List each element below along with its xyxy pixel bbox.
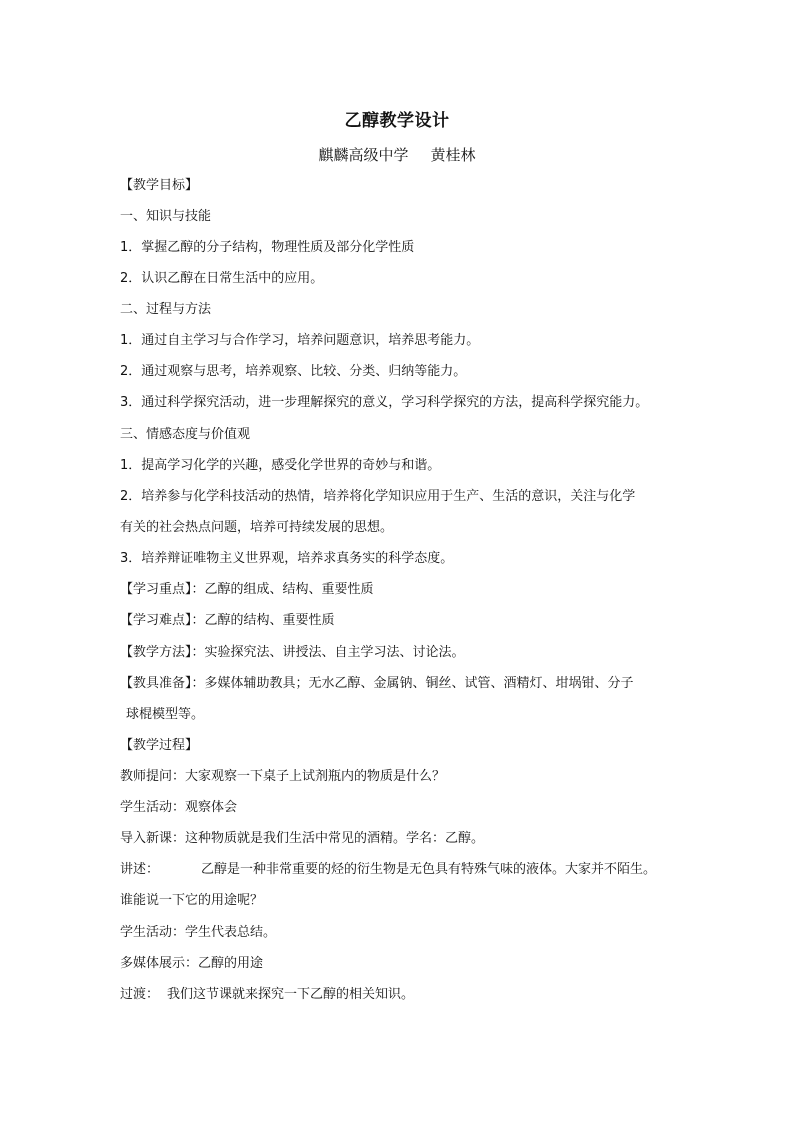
student-activity: 学生活动：观察体会 [120, 800, 238, 815]
lesson-intro: 导入新课：这种物质就是我们生活中常见的酒精。学名：乙醇。 [120, 831, 485, 846]
teacher-question-continuation: 谁能说一下它的用途呢？ [120, 893, 264, 908]
subheading-knowledge: 一、知识与技能 [120, 209, 212, 224]
list-item: 2．通过观察与思考，培养观察、比较、分类、归纳等能力。 [120, 364, 467, 379]
list-item: 1．通过自主学习与合作学习，培养问题意识，培养思考能力。 [120, 333, 480, 348]
subheading-attitude: 三、情感态度与价值观 [120, 427, 251, 442]
list-item-continuation: 有关的社会热点问题，培养可持续发展的思想。 [120, 520, 394, 535]
list-item: 3．通过科学探究活动，进一步理解探究的意义，学习科学探究的方法，提高科学探究能力。 [120, 395, 649, 410]
list-item: 2．培养参与化学科技活动的热情，培养将化学知识应用于生产、生活的意识，关注与化学 [120, 489, 636, 504]
transition-text: 我们这节课就来探究一下乙醇的相关知识。 [167, 987, 415, 1002]
teacher-question: 教师提问：大家观察一下桌子上试剂瓶内的物质是什么？ [120, 769, 446, 784]
teaching-aids-continuation: 球棍模型等。 [126, 707, 205, 722]
multimedia-display: 多媒体展示：乙醇的用途 [120, 956, 264, 971]
list-item: 3．培养辩证唯物主义世界观，培养求真务实的科学态度。 [120, 551, 454, 566]
document-title: 乙醇教学设计 [344, 111, 450, 131]
speech-label: 讲述： [120, 862, 160, 877]
student-activity: 学生活动：学生代表总结。 [120, 925, 277, 940]
school-name: 麒麟高级中学 [318, 146, 409, 164]
transition-label: 过渡： [120, 987, 160, 1002]
transition [120, 986, 690, 1004]
author-line [0, 144, 794, 165]
subheading-process: 二、过程与方法 [120, 302, 212, 317]
list-item: 2．认识乙醇在日常生活中的应用。 [120, 271, 324, 286]
author-name: 黄桂林 [430, 146, 476, 164]
teaching-aids: 【教具准备】：多媒体辅助教具；无水乙醇、金属钠、铜丝、试管、酒精灯、坩埚钳、分子 [120, 676, 634, 691]
section-heading-objectives: 【教学目标】 [120, 178, 199, 193]
teaching-methods: 【教学方法】：实验探究法、讲授法、自主学习法、讨论法。 [120, 645, 465, 660]
speech-text: 乙醇是一种非常重要的烃的衍生物是无色具有特殊气味的液体。大家并不陌生。 [201, 862, 657, 877]
difficult-points: 【学习难点】：乙醇的结构、重要性质 [120, 613, 335, 628]
list-item: 1．掌握乙醇的分子结构，物理性质及部分化学性质 [120, 240, 415, 255]
section-heading-process: 【教学过程】 [120, 738, 199, 753]
key-points: 【学习重点】：乙醇的组成、结构、重要性质 [120, 582, 374, 597]
teacher-explanation [120, 861, 690, 879]
list-item: 1．提高学习化学的兴趣，感受化学世界的奇妙与和谐。 [120, 458, 441, 473]
